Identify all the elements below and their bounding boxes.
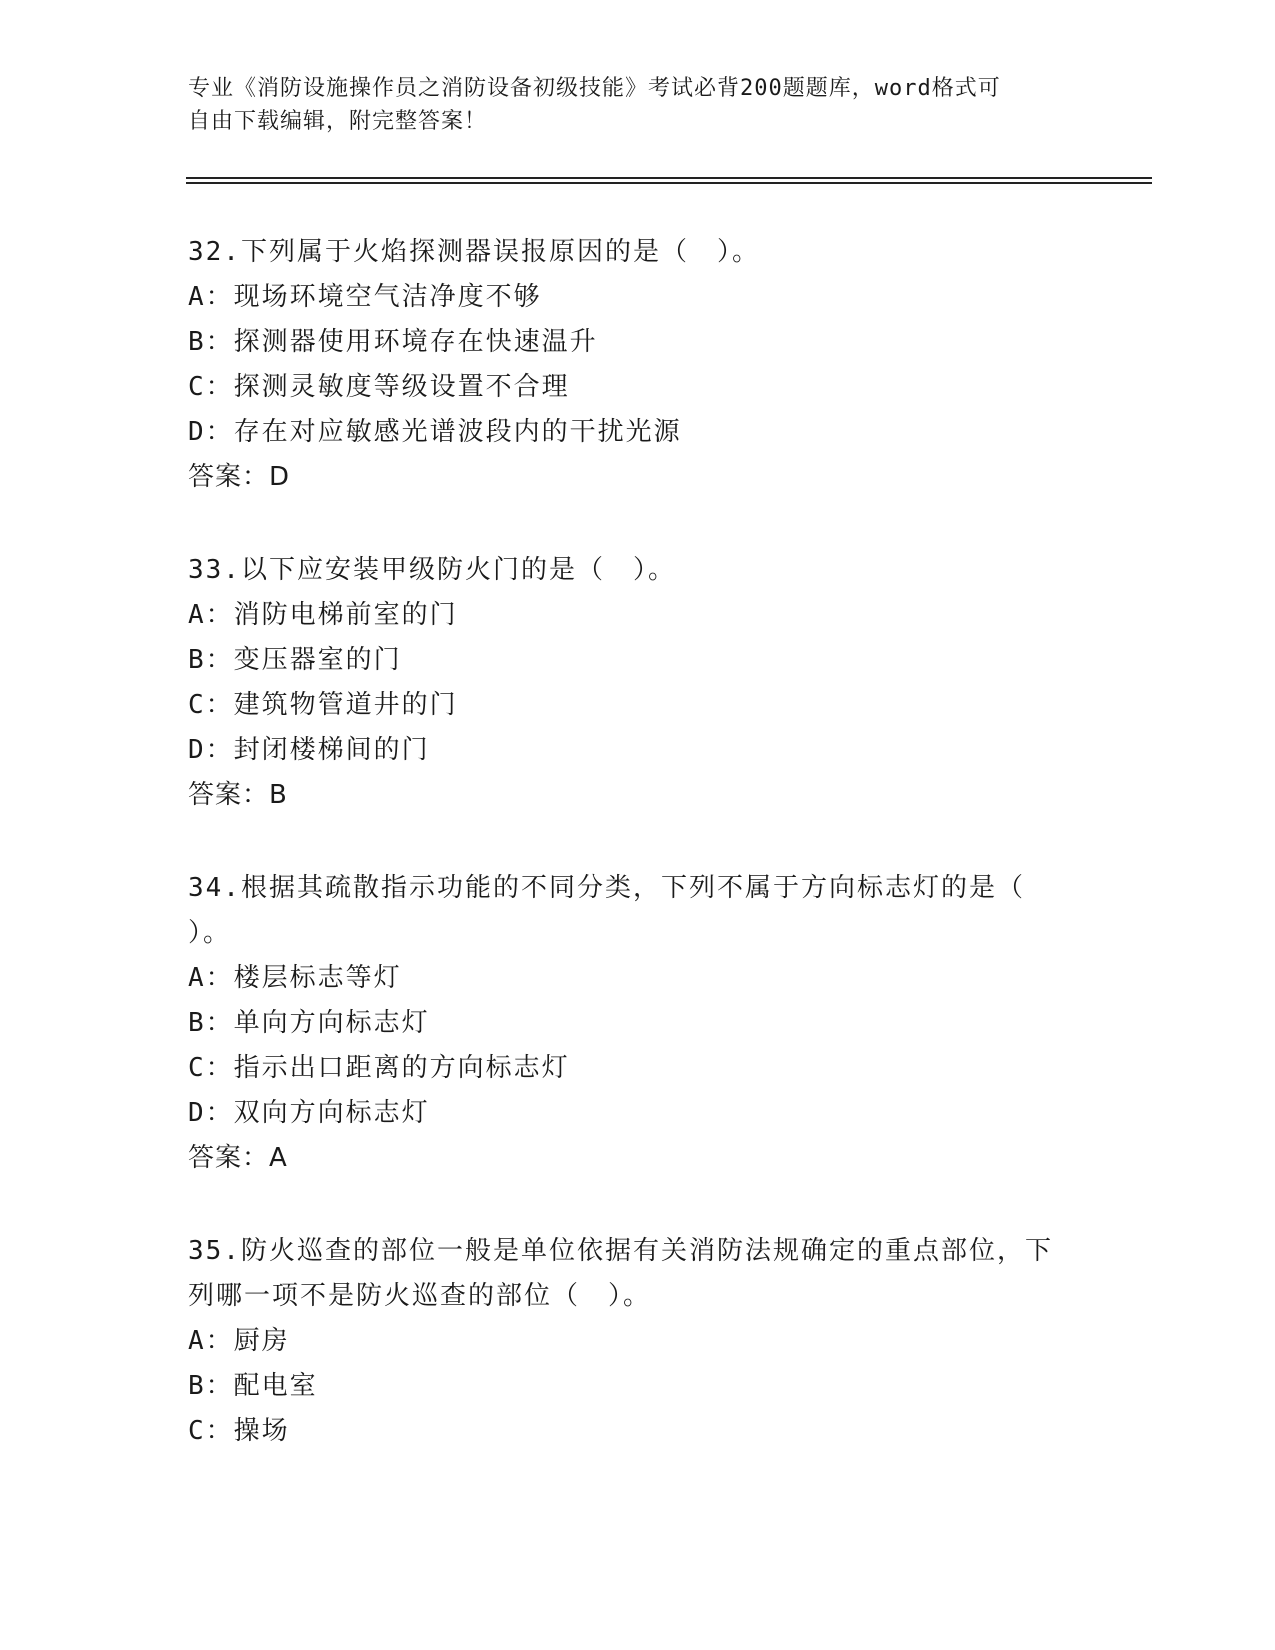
option-a: A：楼层标志等灯 [188, 963, 402, 993]
option-a: A：现场环境空气洁净度不够 [188, 282, 542, 312]
header-title-line-2: 自由下载编辑，附完整答案！ [188, 109, 488, 134]
header-divider-bottom [186, 182, 1152, 184]
option-d: D：存在对应敏感光谱波段内的干扰光源 [188, 417, 682, 447]
option-a: A：消防电梯前室的门 [188, 600, 458, 630]
option-c: C：指示出口距离的方向标志灯 [188, 1053, 570, 1083]
question-list [188, 230, 1088, 1502]
option-b: B：探测器使用环境存在快速温升 [188, 327, 598, 357]
question-stem-line-1: 35.防火巡查的部位一般是单位依据有关消防法规确定的重点部位，下 [188, 1236, 1053, 1266]
question-35 [188, 1229, 1088, 1454]
header-divider-top [186, 177, 1152, 179]
question-stem: 33.以下应安装甲级防火门的是（ ）。 [188, 555, 676, 585]
question-stem-line-2: 列哪一项不是防火巡查的部位（ ）。 [188, 1281, 652, 1311]
question-33 [188, 548, 1088, 818]
option-a: A：厨房 [188, 1326, 290, 1356]
question-stem: 32.下列属于火焰探测器误报原因的是（ ）。 [188, 237, 760, 267]
option-b: B：配电室 [188, 1371, 318, 1401]
option-d: D：双向方向标志灯 [188, 1098, 430, 1128]
document-header [188, 72, 1068, 138]
answer-text: 答案：A [188, 1143, 288, 1173]
answer-text: 答案：B [188, 780, 288, 810]
question-32 [188, 230, 1088, 500]
option-d: D：封闭楼梯间的门 [188, 735, 430, 765]
option-c: C：操场 [188, 1416, 290, 1446]
question-stem-line-1: 34.根据其疏散指示功能的不同分类，下列不属于方向标志灯的是（ [188, 873, 1025, 903]
option-b: B：单向方向标志灯 [188, 1008, 430, 1038]
answer-text: 答案：D [188, 462, 291, 492]
header-title-line-1: 专业《消防设施操作员之消防设备初级技能》考试必背200题题库，word格式可 [188, 76, 1001, 101]
option-c: C：建筑物管道井的门 [188, 690, 458, 720]
question-34 [188, 866, 1088, 1181]
option-b: B：变压器室的门 [188, 645, 402, 675]
option-c: C：探测灵敏度等级设置不合理 [188, 372, 570, 402]
question-stem-line-2: ）。 [188, 918, 232, 948]
